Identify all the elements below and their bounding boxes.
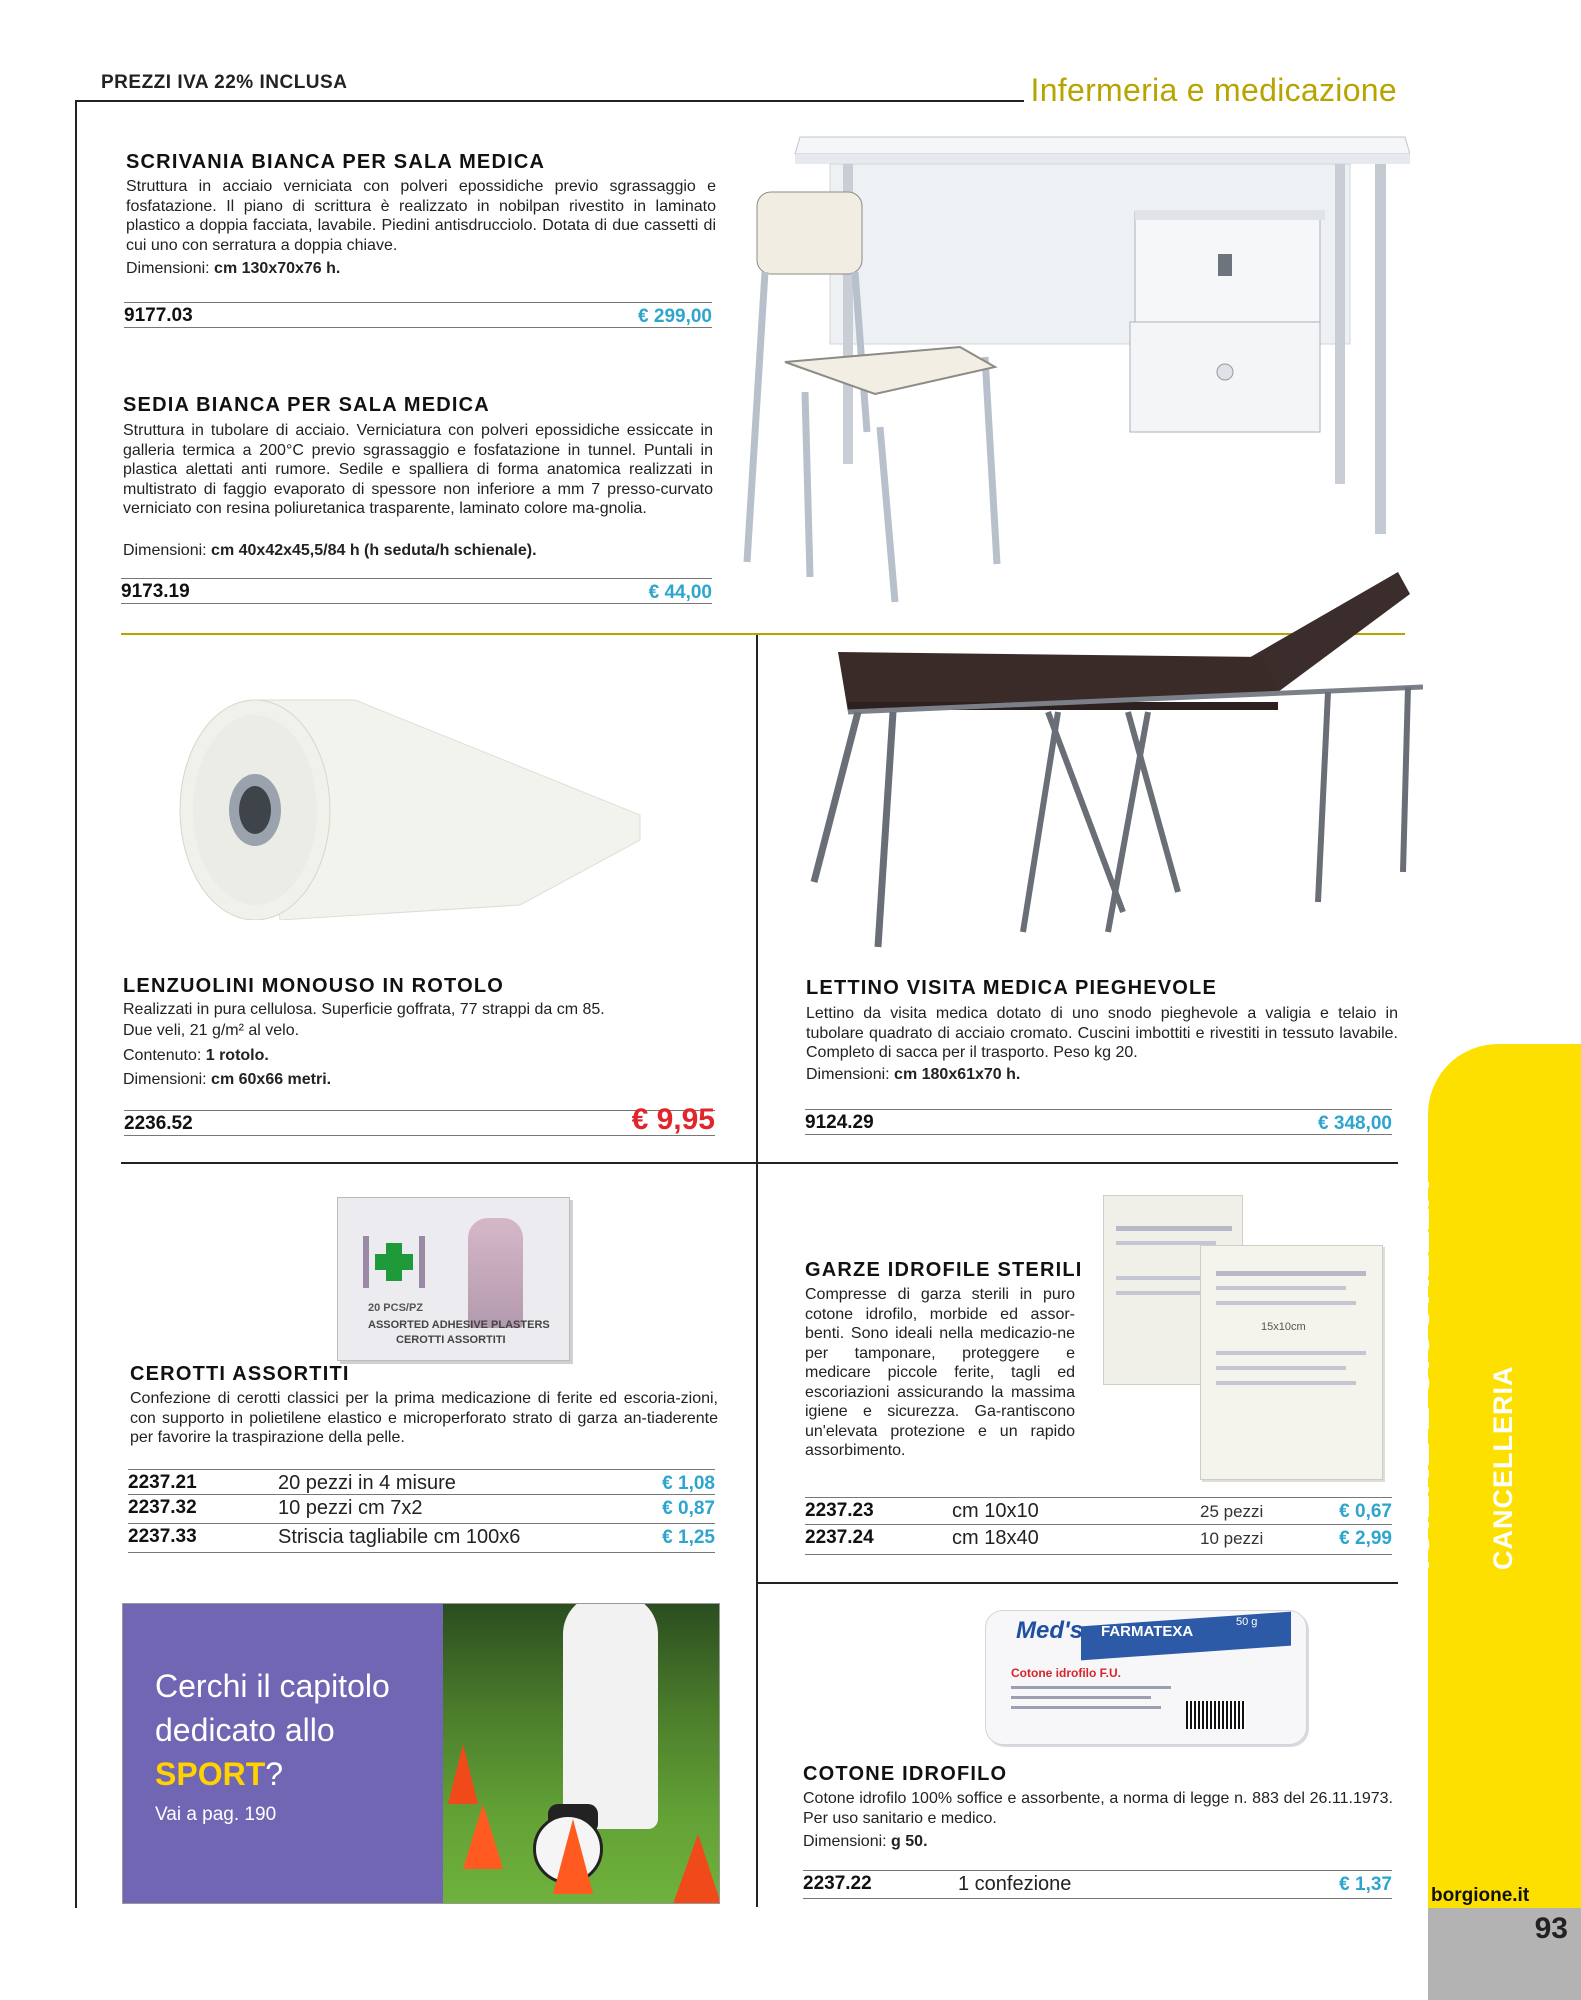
plasters-box-count: 20 PCS/PZ bbox=[368, 1302, 424, 1314]
cotton-dimensions bbox=[803, 1833, 928, 1851]
ad-question-mark: ? bbox=[265, 1756, 284, 1792]
plasters-row-1-code: 2237.21 bbox=[128, 1472, 197, 1493]
bed-price: € 348,00 bbox=[1318, 1113, 1392, 1134]
sheets-dim-value: cm 60x66 metri. bbox=[211, 1071, 332, 1088]
pack-print-line bbox=[1216, 1381, 1356, 1385]
gauze-pack-size: 15x10cm bbox=[1261, 1321, 1306, 1333]
plasters-box-image bbox=[337, 1197, 570, 1361]
gauze-row-1-desc: cm 10x10 bbox=[952, 1500, 1039, 1522]
gauze-row-2-code: 2237.24 bbox=[805, 1527, 874, 1548]
bed-dimensions bbox=[806, 1066, 1020, 1084]
ad-line-2: dedicato allo bbox=[155, 1712, 335, 1748]
bed-description: Lettino da visita medica dotato di uno snodo pieghevole a valigia e telaio in tubolare quadrato di acciaio cromato. Cuscini imbottiti e rivestiti in tessuto lavabile. Completo di sacca per il trasporto. Peso kg 20. bbox=[806, 1005, 1398, 1061]
section-divider-2 bbox=[121, 1162, 1398, 1164]
plus-icon-bar bbox=[375, 1254, 413, 1270]
pack-print-line bbox=[1116, 1291, 1211, 1295]
plasters-title: CEROTTI ASSORTITI bbox=[130, 1363, 350, 1385]
cotton-dim-value: g 50. bbox=[891, 1833, 928, 1850]
ad-sport-word: SPORT bbox=[155, 1756, 266, 1792]
chair-dim-label: Dimensioni: bbox=[123, 542, 207, 559]
site-url[interactable]: borgione.it bbox=[1431, 1885, 1530, 1906]
chair-price-row[interactable] bbox=[121, 578, 712, 604]
sheets-dim-label: Dimensioni: bbox=[123, 1071, 207, 1088]
plasters-row-2-desc: 10 pezzi cm 7x2 bbox=[278, 1497, 423, 1519]
chair-dim-value: cm 40x42x45,5/84 h (h seduta/h schienale). bbox=[211, 542, 537, 559]
sheets-content-label: Contenuto: bbox=[123, 1047, 202, 1064]
desk-code: 9177.03 bbox=[124, 305, 193, 326]
ad-page-ref[interactable]: Vai a pag. 190 bbox=[155, 1804, 277, 1825]
cotton-price: € 1,37 bbox=[1339, 1874, 1392, 1895]
sheets-code: 2236.52 bbox=[124, 1113, 193, 1134]
plasters-row-1-price: € 1,08 bbox=[662, 1473, 715, 1494]
pack-print-line bbox=[1011, 1706, 1161, 1709]
cotton-pack-label: Cotone idrofilo F.U. bbox=[1011, 1666, 1121, 1680]
category-label: IGIENE E SICUREZZA bbox=[1396, 1179, 1437, 1570]
desk-price: € 299,00 bbox=[638, 306, 712, 327]
plasters-row-2-price: € 0,87 bbox=[662, 1498, 715, 1519]
pack-print-line bbox=[1216, 1366, 1346, 1370]
sheets-line1: Realizzati in pura cellulosa. Superficie goffrata, 77 strappi da cm 85. bbox=[123, 1001, 605, 1018]
gauze-row-1-qty: 25 pezzi bbox=[1200, 1502, 1264, 1521]
paper-roll-image bbox=[170, 690, 645, 920]
barcode bbox=[1186, 1701, 1246, 1729]
vat-note: PREZZI IVA 22% INCLUSA bbox=[101, 72, 348, 93]
sheets-content bbox=[123, 1047, 269, 1065]
desk-dim-value: cm 130x70x76 h. bbox=[214, 260, 341, 277]
plasters-row-3-desc: Striscia tagliabile cm 100x6 bbox=[278, 1526, 521, 1548]
cotton-weight: 50 g bbox=[1236, 1616, 1258, 1628]
bed-price-row[interactable] bbox=[805, 1109, 1392, 1135]
gauze-pack-front bbox=[1200, 1245, 1383, 1480]
sheets-line2: Due veli, 21 g/m² al velo. bbox=[123, 1022, 300, 1039]
cotton-pack-image bbox=[985, 1610, 1307, 1745]
ad-line-1: Cerchi il capitolo bbox=[155, 1668, 390, 1704]
gauze-price-table bbox=[805, 1497, 1392, 1555]
plasters-row-2-code: 2237.32 bbox=[128, 1497, 197, 1518]
plasters-row-1[interactable] bbox=[128, 1469, 715, 1495]
gauze-row-2[interactable] bbox=[805, 1525, 1392, 1555]
cotton-brand-logo: Med's bbox=[1016, 1617, 1084, 1644]
bed-dim-value: cm 180x61x70 h. bbox=[894, 1066, 1021, 1083]
plasters-box-label-it: CEROTTI ASSORTITI bbox=[396, 1334, 506, 1346]
ad-photo bbox=[443, 1604, 720, 1904]
plasters-row-3-price: € 1,25 bbox=[662, 1527, 715, 1548]
training-cones bbox=[443, 1724, 720, 1904]
sheets-dimensions bbox=[123, 1071, 331, 1089]
bed-title: LETTINO VISITA MEDICA PIEGHEVOLE bbox=[806, 977, 1218, 999]
sport-chapter-ad[interactable] bbox=[122, 1603, 720, 1904]
pack-print-line bbox=[1116, 1226, 1232, 1231]
gauze-description: Compresse di garza sterili in puro cotone idrofilo, morbide ed assor-benti. Sono ideali nella medicazio-ne per tamponare, proteggere e medicare piccole ferite, tagli ed escoriazioni assicurando la massima igiene e sicurezza. Ga-rantiscono un'elevata protezione e un rapido assorbimento. bbox=[805, 1286, 1075, 1459]
cotton-title: COTONE IDROFILO bbox=[803, 1763, 1008, 1785]
desk-dim-label: Dimensioni: bbox=[126, 260, 210, 277]
plasters-price-table bbox=[128, 1469, 715, 1553]
section-divider-3 bbox=[758, 1582, 1398, 1584]
bed-dim-label: Dimensioni: bbox=[806, 1066, 890, 1083]
examination-bed-image bbox=[808, 572, 1423, 952]
gauze-row-1-price: € 0,67 bbox=[1339, 1501, 1392, 1522]
ad-text-panel bbox=[123, 1604, 443, 1904]
plasters-box-label-en: ASSORTED ADHESIVE PLASTERS bbox=[368, 1319, 550, 1331]
figure-silhouette bbox=[468, 1218, 523, 1328]
pack-print-line bbox=[1216, 1271, 1366, 1276]
plasters-row-1-desc: 20 pezzi in 4 misure bbox=[278, 1472, 456, 1494]
chair-title: SEDIA BIANCA PER SALA MEDICA bbox=[123, 394, 490, 416]
gauze-title: GARZE IDROFILE STERILI bbox=[805, 1259, 1083, 1281]
desk-dimensions bbox=[126, 260, 340, 278]
plasters-row-3-code: 2237.33 bbox=[128, 1526, 197, 1547]
ad-text bbox=[155, 1664, 390, 1752]
cotton-description: Cotone idrofilo 100% soffice e assorbente, a norma di legge n. 883 del 26.11.1973. Per uso sanitario e medico. bbox=[803, 1790, 1393, 1827]
gauze-row-2-qty: 10 pezzi bbox=[1200, 1529, 1264, 1548]
cotton-dim-label: Dimensioni: bbox=[803, 1833, 887, 1850]
page-number: 93 bbox=[1534, 1912, 1568, 1945]
section-title: Infermeria e medicazione bbox=[1030, 72, 1397, 108]
chair-dimensions bbox=[123, 542, 537, 560]
sheets-price: € 9,95 bbox=[631, 1103, 715, 1136]
pack-print-line bbox=[1216, 1286, 1346, 1290]
sheets-price-row[interactable] bbox=[124, 1103, 715, 1136]
pack-print-line bbox=[1216, 1301, 1356, 1305]
cotton-price-row[interactable] bbox=[803, 1870, 1392, 1899]
column-divider bbox=[756, 635, 758, 1907]
subcategory-label: CANCELLERIA bbox=[1488, 1365, 1518, 1570]
desk-title: SCRIVANIA BIANCA PER SALA MEDICA bbox=[126, 151, 546, 173]
cotton-brand2: FARMATEXA bbox=[1101, 1623, 1194, 1640]
gauze-row-2-desc: cm 18x40 bbox=[952, 1527, 1039, 1549]
sheets-title: LENZUOLINI MONOUSO IN ROTOLO bbox=[123, 975, 505, 997]
chair-description: Struttura in tubolare di acciaio. Verniciatura con polveri epossidiche essiccate in galleria termica a 200°C previo sgrassaggio e fosfatazione in tunnel. Puntali in plastica alettati anti rumore. Sedile e spalliera di forma anatomica realizzati in multistrato di faggio evaporato di spessore non inferiore a mm 7 presso-curvato verniciato con resina poliuretanica trasparente, laminato colore ma-gnolia. bbox=[123, 422, 713, 517]
header-rule bbox=[77, 100, 1024, 102]
desk-chair-image bbox=[735, 132, 1410, 614]
pack-print-line bbox=[1011, 1696, 1151, 1699]
desk-description: Struttura in acciaio verniciata con polveri epossidiche previo sgrassaggio e fosfatazione. Il piano di scrittura è realizzato in nobilpan rivestito in laminato plastico a doppia facciata, lavabile. Piedini antisdrucciolo. Dotata di due cassetti di cui uno con serratura a doppia chiave. bbox=[126, 178, 716, 254]
gauze-row-2-price: € 2,99 bbox=[1339, 1528, 1392, 1549]
pack-print-line bbox=[1216, 1351, 1366, 1355]
plasters-row-3[interactable] bbox=[128, 1524, 715, 1553]
pack-print-line bbox=[1011, 1686, 1171, 1689]
gauze-row-1[interactable] bbox=[805, 1497, 1392, 1525]
ad-line-3 bbox=[155, 1752, 283, 1796]
sheets-content-value: 1 rotolo. bbox=[205, 1047, 269, 1064]
plasters-description: Confezione di cerotti classici per la prima medicazione di ferite ed escoria-zioni, con supporto in polietilene elastico e microperforato strato di garza an-tiaderente per favorire la traspirazione della pelle. bbox=[130, 1390, 718, 1446]
chair-code: 9173.19 bbox=[121, 581, 190, 602]
cotton-code: 2237.22 bbox=[803, 1873, 872, 1894]
desk-price-row[interactable] bbox=[124, 302, 712, 328]
bed-code: 9124.29 bbox=[805, 1112, 874, 1133]
chair-price: € 44,00 bbox=[648, 582, 712, 603]
cotton-desc: 1 confezione bbox=[958, 1873, 1072, 1895]
gauze-row-1-code: 2237.23 bbox=[805, 1500, 874, 1521]
plasters-row-2[interactable] bbox=[128, 1495, 715, 1524]
page-frame-left bbox=[75, 100, 77, 1908]
